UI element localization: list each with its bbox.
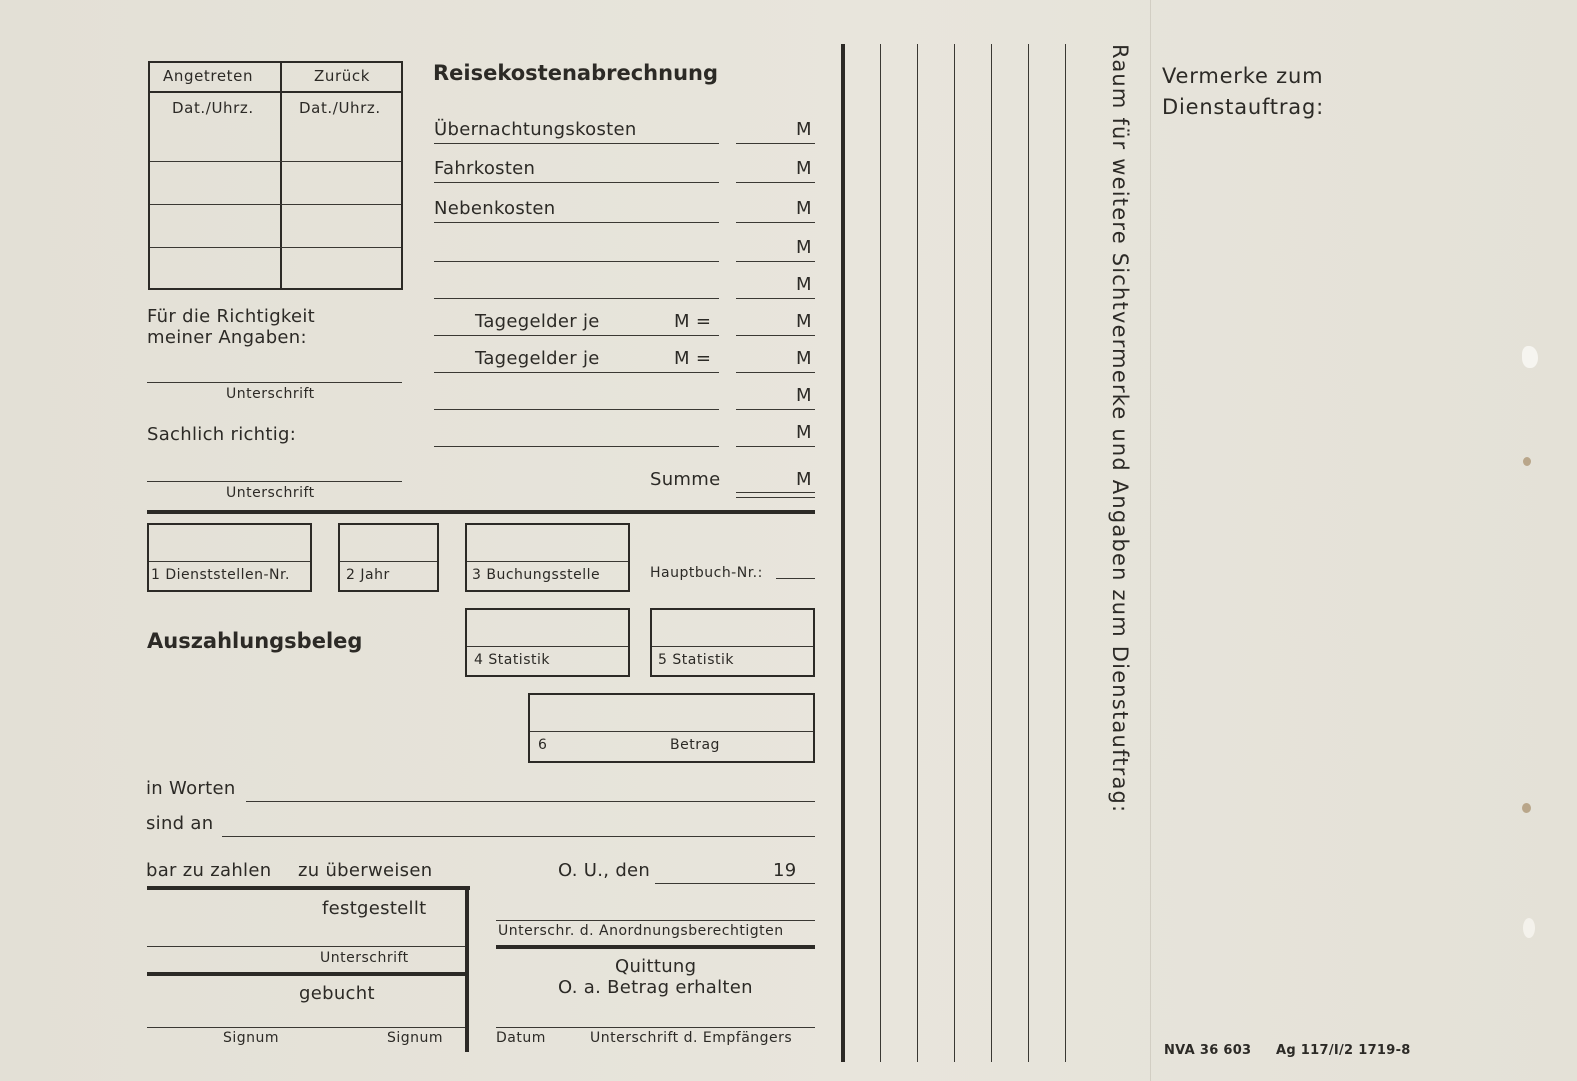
box6-label: Betrag: [670, 737, 720, 753]
empfaenger-label: Unterschrift d. Empfängers: [590, 1030, 793, 1046]
betrag-erhalten: O. a. Betrag erhalten: [558, 977, 753, 998]
cost-row-amount-line: [736, 298, 815, 299]
punch-hole: [1523, 457, 1531, 466]
bar-zu-zahlen: bar zu zahlen: [146, 860, 272, 881]
cost-row-unit: M: [796, 422, 812, 443]
richtigkeit-line1: Für die Richtigkeit: [147, 306, 316, 327]
unterschrift-label: Unterschrift: [320, 950, 409, 966]
cost-row-unit: M: [796, 237, 812, 258]
section-divider: [147, 510, 815, 514]
cost-row-amount-line: [736, 409, 815, 410]
festgestellt: festgestellt: [322, 898, 427, 919]
thick-vertical-rule: [841, 44, 845, 1062]
cost-row-amount-line: [736, 372, 815, 373]
cost-row-unit: M: [796, 158, 812, 179]
box3-label: 3 Buchungsstelle: [472, 567, 601, 583]
datum-label: Datum: [496, 1030, 546, 1046]
cost-row-line: [434, 372, 719, 373]
col-zurueck: Zurück: [314, 67, 370, 85]
in-worten: in Worten: [146, 778, 236, 799]
box1-label: 1 Dienststellen-Nr.: [151, 567, 290, 583]
cost-row-label: Tagegelder je: [475, 311, 600, 332]
footer-code-right: Ag 117/I/2 1719-8: [1276, 1043, 1411, 1058]
vertical-caption: Raum für weitere Sichtvermerke und Angaben zum Dienstauftrag:: [1108, 44, 1132, 814]
year-19: 19: [773, 860, 797, 881]
cost-row-label: Nebenkosten: [434, 198, 556, 219]
cost-row-line: [434, 409, 719, 410]
cost-row-amount-line: [736, 222, 815, 223]
cost-row-unit: M: [796, 198, 812, 219]
cost-row-amount-line: [736, 446, 815, 447]
sind-an: sind an: [146, 813, 214, 834]
cost-row-unit: M: [796, 119, 812, 140]
cost-row-mid: M =: [674, 311, 712, 332]
cost-row-line: [434, 298, 719, 299]
hauptbuch-label: Hauptbuch-Nr.:: [650, 565, 763, 581]
signum-2: Signum: [387, 1030, 444, 1046]
cost-row-label: Tagegelder je: [475, 348, 600, 369]
date-time-table: [148, 61, 403, 290]
cost-row-amount-line: [736, 143, 815, 144]
cost-row-amount-line: [736, 261, 815, 262]
cost-row-line: [434, 335, 719, 336]
cost-row-line: [434, 261, 719, 262]
cost-row-unit: M: [796, 274, 812, 295]
gebucht: gebucht: [299, 983, 375, 1004]
anordnung-label: Unterschr. d. Anordnungsberechtigten: [498, 923, 784, 939]
cost-row-label: Fahrkosten: [434, 158, 536, 179]
box4-label: 4 Statistik: [474, 652, 550, 668]
summe-label: Summe: [650, 469, 721, 490]
zu-ueberweisen: zu überweisen: [298, 860, 433, 881]
col-angetreten: Angetreten: [163, 67, 254, 85]
quittung: Quittung: [615, 956, 697, 977]
punch-hole: [1523, 918, 1535, 938]
summe-unit: M: [796, 469, 812, 490]
cost-row-amount-line: [736, 182, 815, 183]
section-title: Reisekostenabrechnung: [433, 61, 718, 85]
box5-label: 5 Statistik: [658, 652, 734, 668]
perforation-line: [1150, 0, 1151, 1081]
cost-row-unit: M: [796, 311, 812, 332]
auszahlung-title: Auszahlungsbeleg: [147, 629, 363, 653]
signature-label-2: Unterschrift: [226, 485, 315, 501]
cost-row-unit: M: [796, 385, 812, 406]
punch-hole: [1522, 346, 1538, 368]
punch-hole: [1522, 803, 1531, 813]
cost-row-mid: M =: [674, 348, 712, 369]
box6-num: 6: [538, 737, 548, 753]
cost-row-label: Übernachtungskosten: [434, 119, 637, 140]
cost-row-line: [434, 222, 719, 223]
box2-label: 2 Jahr: [346, 567, 390, 583]
cost-row-line: [434, 182, 719, 183]
vermerke-line1: Vermerke zum: [1162, 64, 1324, 88]
richtigkeit-line2: meiner Angaben:: [147, 327, 307, 348]
cost-row-line: [434, 446, 719, 447]
cost-row-unit: M: [796, 348, 812, 369]
cost-row-line: [434, 143, 719, 144]
cost-row-amount-line: [736, 335, 815, 336]
vermerke-line2: Dienstauftrag:: [1162, 95, 1324, 119]
col1-sub: Dat./Uhrz.: [172, 99, 254, 117]
signum-1: Signum: [223, 1030, 280, 1046]
signature-label-1: Unterschrift: [226, 386, 315, 402]
footer-code-left: NVA 36 603: [1164, 1043, 1252, 1058]
col2-sub: Dat./Uhrz.: [299, 99, 381, 117]
ou-den: O. U., den: [558, 860, 651, 881]
sachlich-richtig: Sachlich richtig:: [147, 424, 297, 445]
